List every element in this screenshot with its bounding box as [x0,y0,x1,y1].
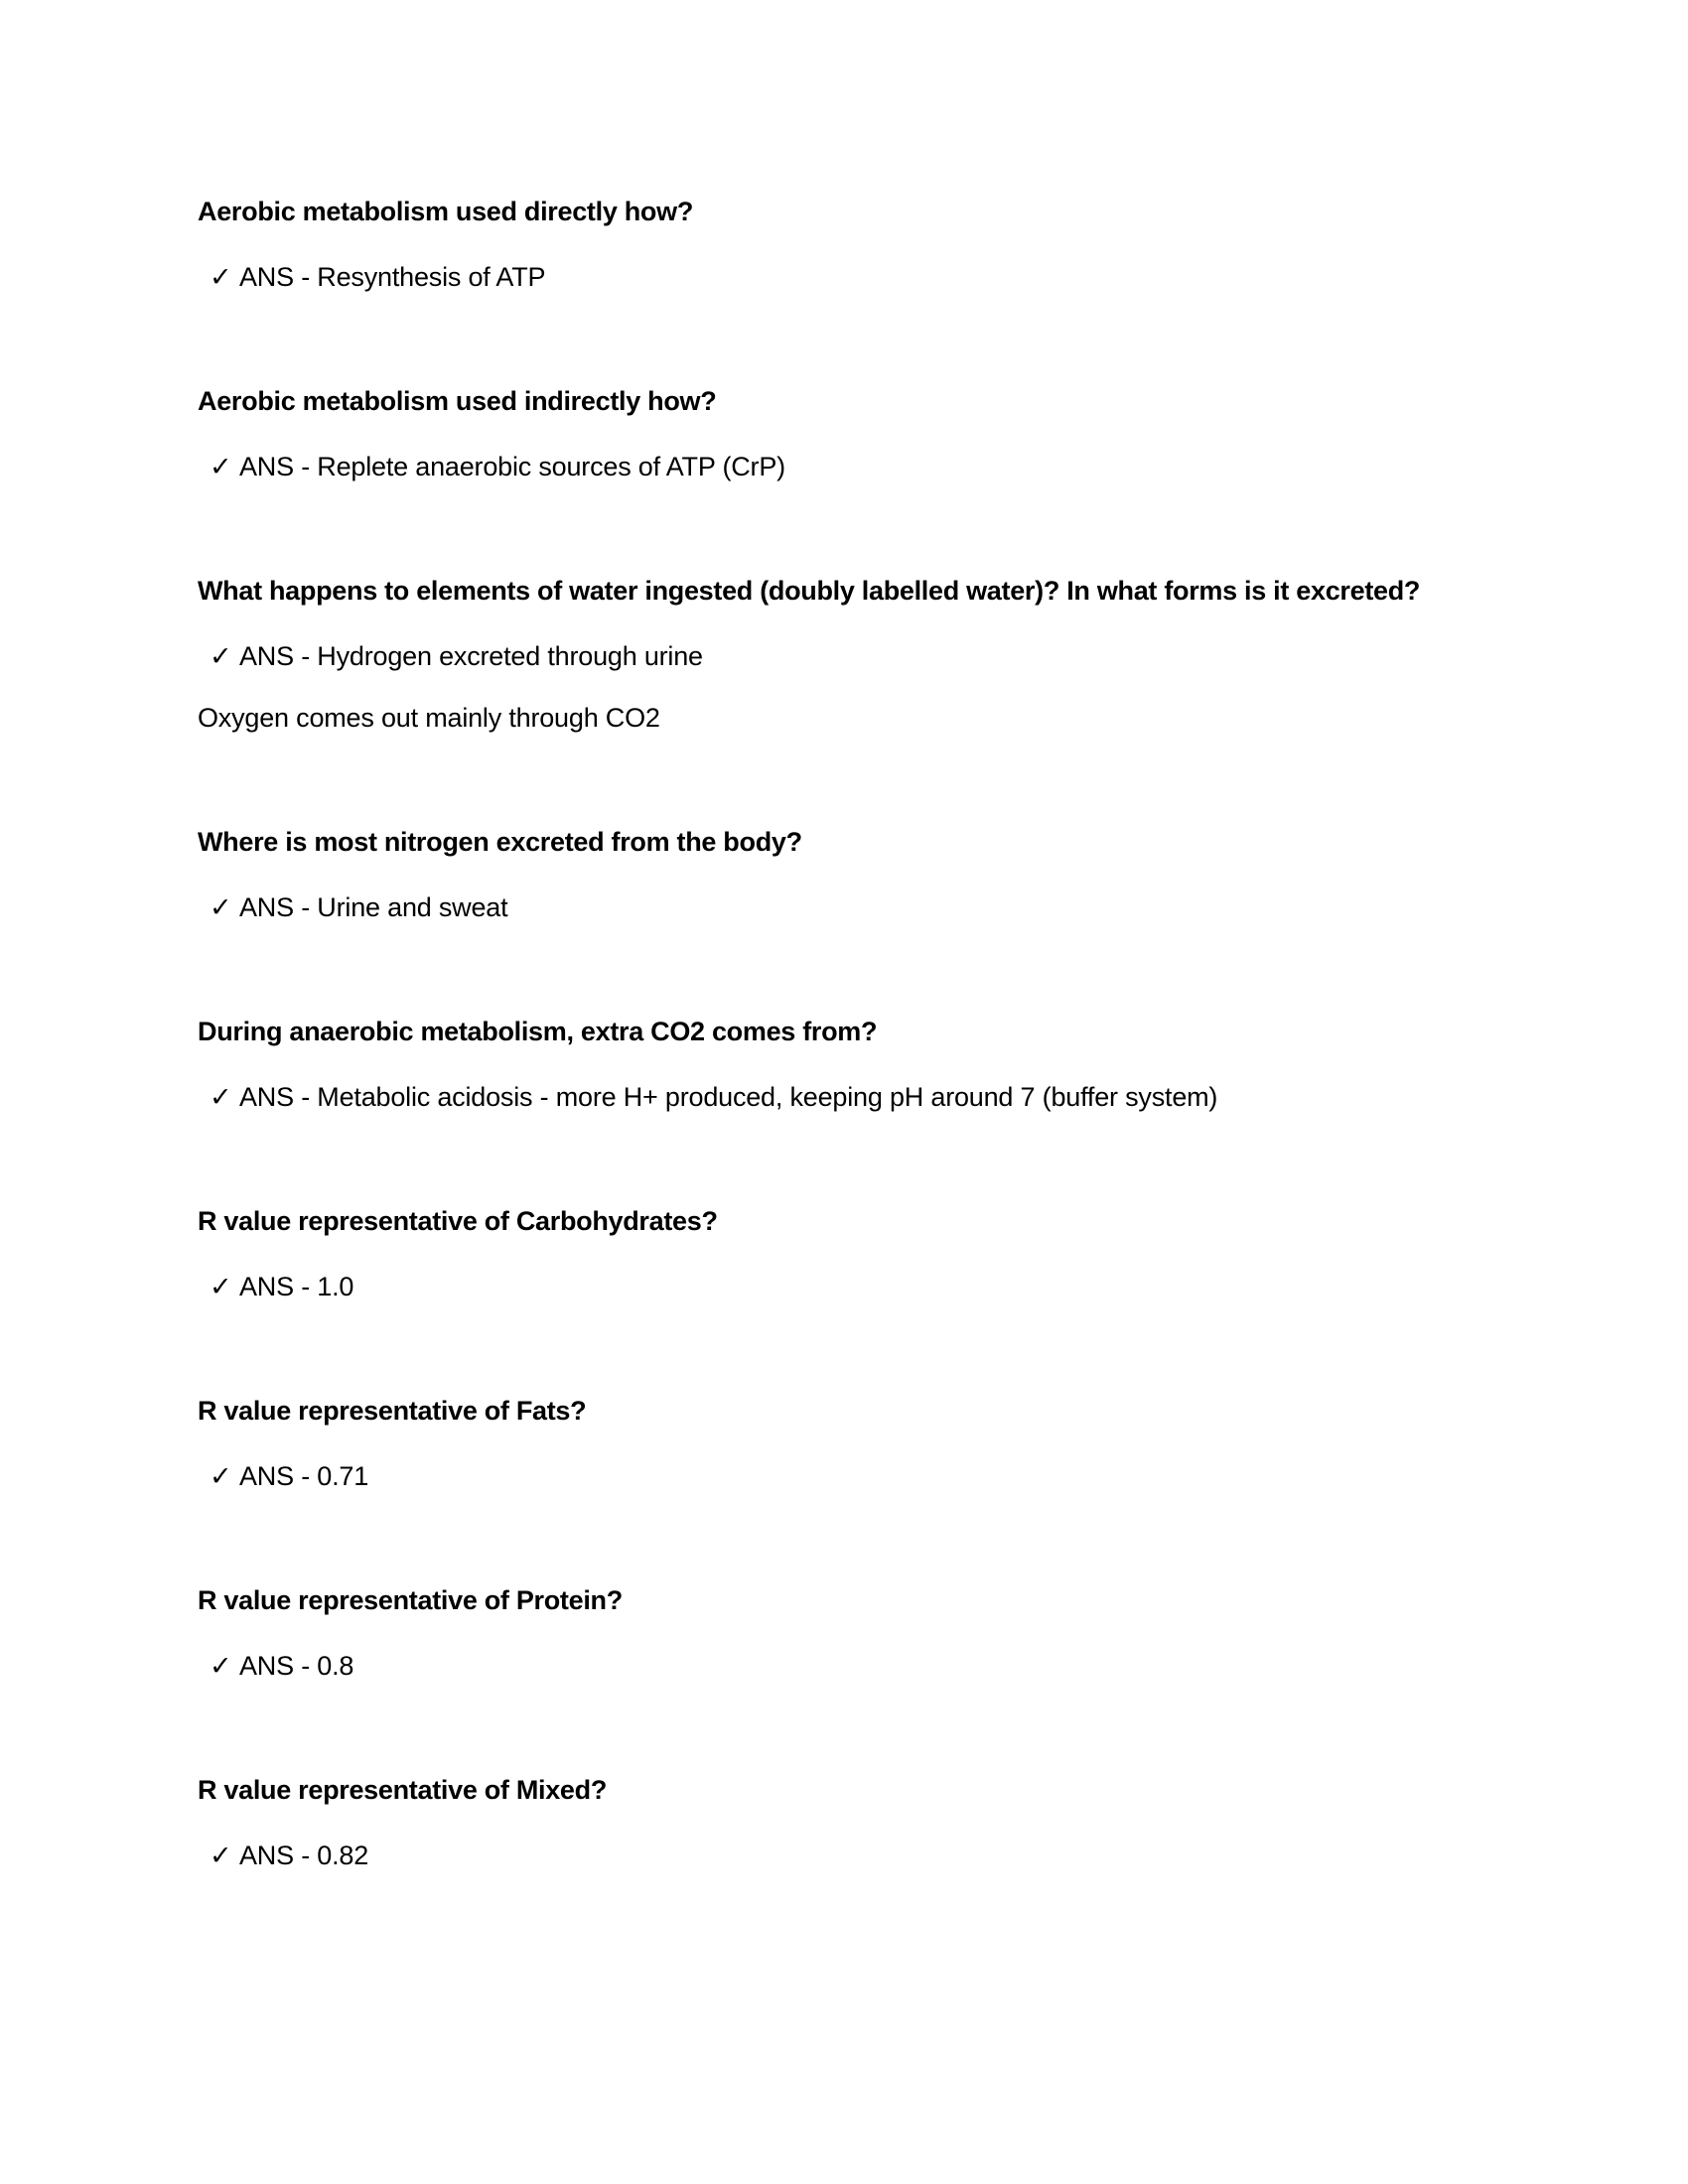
qa-item [198,1393,1508,1582]
answer-text: ANS - Replete anaerobic sources of ATP (CrP) [239,452,785,481]
qa-item [198,1582,1508,1772]
answer-line [210,889,507,925]
question-text: Where is most nitrogen excreted from the body? [198,827,802,857]
checkmark-icon: ✓ [210,892,232,922]
answer-text: ANS - Resynthesis of ATP [239,262,546,292]
question-text: R value representative of Carbohydrates? [198,1206,718,1236]
qa-item [198,194,1508,383]
answer-line [210,1648,353,1684]
question-text: R value representative of Protein? [198,1585,623,1615]
checkmark-icon: ✓ [210,262,232,292]
checkmark-icon: ✓ [210,1082,232,1112]
qa-item [198,1203,1508,1393]
question-text: R value representative of Mixed? [198,1775,608,1805]
checkmark-icon: ✓ [210,452,232,481]
qa-item [198,383,1508,573]
answer-line [210,449,785,484]
qa-item [198,1772,1508,1962]
answer-line [210,259,545,295]
answer-line [210,638,703,674]
question-text: What happens to elements of water ingested (doubly labelled water)? In what forms is it excreted? [198,576,1421,606]
answer-text: ANS - 0.82 [239,1841,369,1870]
question-text: Aerobic metabolism used indirectly how? [198,386,717,416]
answer-continuation: Oxygen comes out mainly through CO2 [198,703,660,733]
answer-line [210,1458,368,1494]
checkmark-icon: ✓ [210,641,232,671]
answer-line [210,1269,353,1304]
checkmark-icon: ✓ [210,1461,232,1491]
question-text: Aerobic metabolism used directly how? [198,197,694,226]
question-text: During anaerobic metabolism, extra CO2 comes from? [198,1017,878,1046]
answer-text: ANS - 1.0 [239,1272,354,1301]
qa-list [198,194,1508,1962]
qa-item [198,573,1508,824]
question-text: R value representative of Fats? [198,1396,587,1426]
answer-text: ANS - Hydrogen excreted through urine [239,641,703,671]
qa-item [198,1014,1508,1203]
checkmark-icon: ✓ [210,1272,232,1301]
answer-text: ANS - 0.8 [239,1651,354,1681]
answer-line [210,1079,1217,1115]
answer-line [210,1838,368,1873]
answer-text: ANS - 0.71 [239,1461,369,1491]
answer-text: ANS - Metabolic acidosis - more H+ produced, keeping pH around 7 (buffer system) [239,1082,1218,1112]
checkmark-icon: ✓ [210,1651,232,1681]
qa-item [198,824,1508,1014]
checkmark-icon: ✓ [210,1841,232,1870]
answer-text: ANS - Urine and sweat [239,892,508,922]
